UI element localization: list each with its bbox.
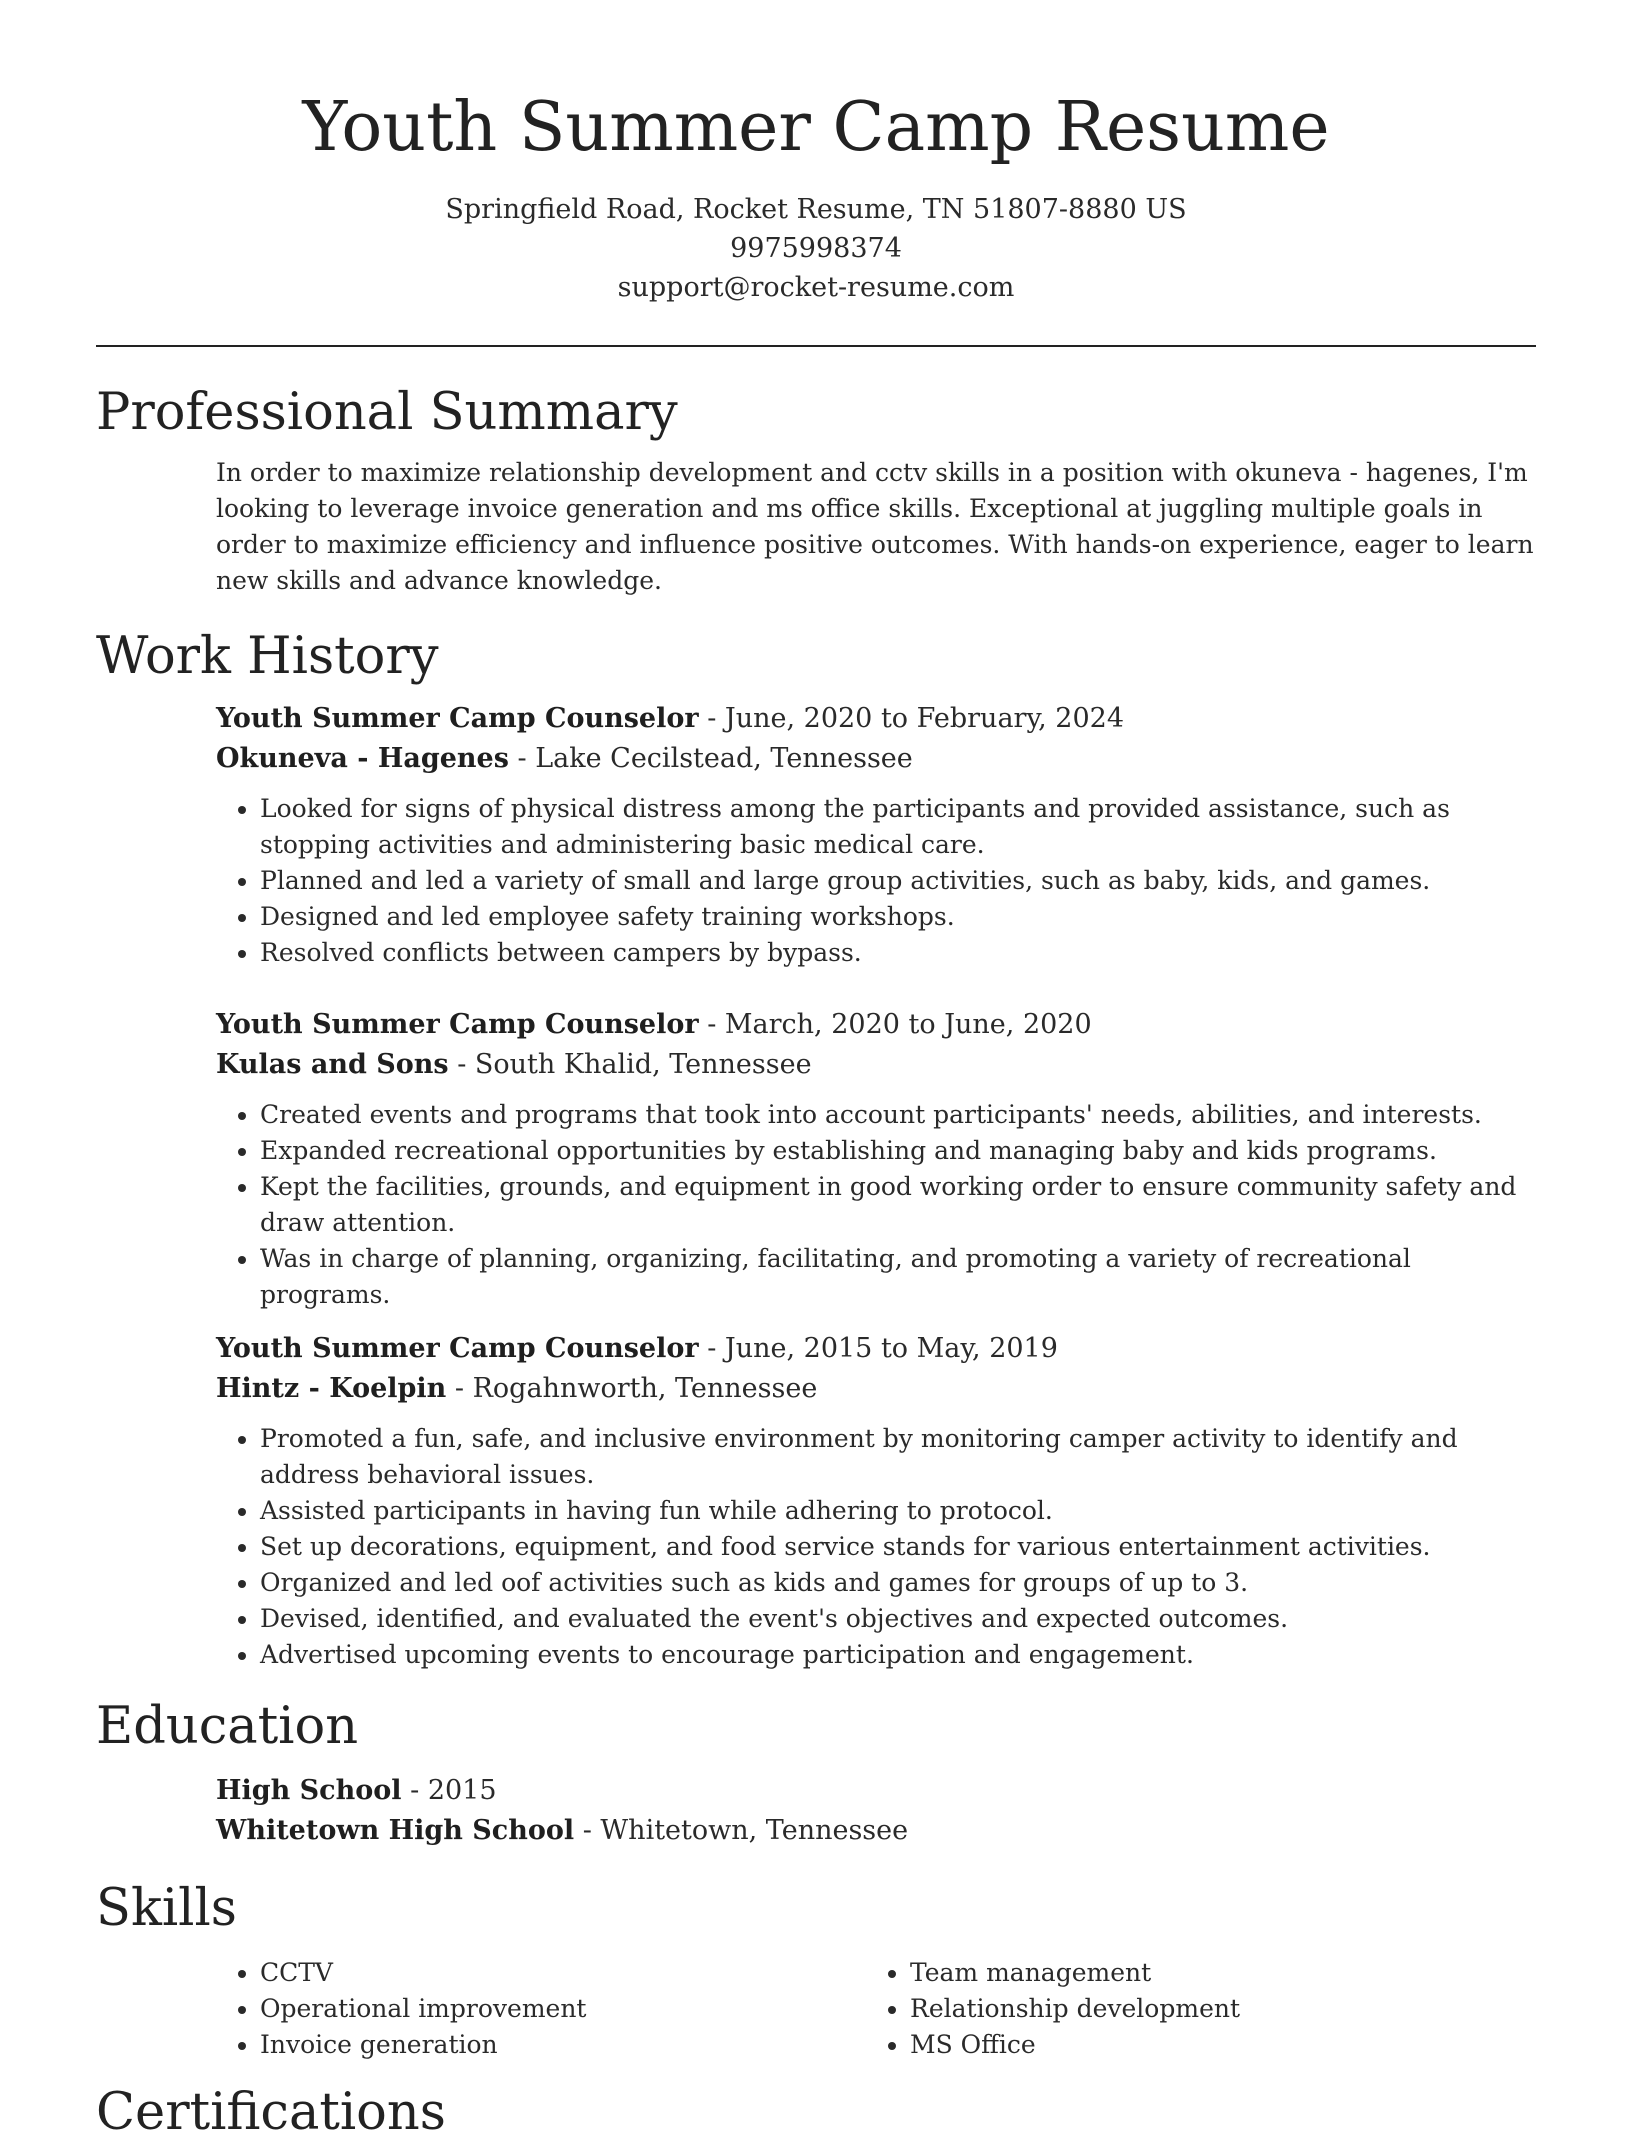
skill-item: • CCTV (260, 1955, 866, 1991)
job-role: Youth Summer Camp Counselor (216, 703, 699, 734)
job-role: Youth Summer Camp Counselor (216, 1009, 699, 1040)
list-item: • Looked for signs of physical distress among the participants and provided assistance, such as stopping activities and administering basic medical care. (260, 791, 1536, 863)
job-role: Youth Summer Camp Counselor (216, 1333, 699, 1364)
education-year: - 2015 (401, 1775, 497, 1806)
skills-column-right (866, 1955, 1470, 2063)
job-company: Kulas and Sons (216, 1049, 449, 1080)
certifications-heading: Certifications (96, 2083, 446, 2142)
education-section (96, 1697, 1536, 1851)
education-degree: High School (216, 1775, 402, 1806)
skill-item: • Relationship development (910, 1991, 1470, 2027)
summary-section (96, 383, 1536, 599)
list-item: • Planned and led a variety of small and large group activities, such as baby, kids, and games. (260, 863, 1536, 899)
summary-heading: Professional Summary (96, 383, 678, 442)
skill-item: • Operational improvement (260, 1991, 866, 2027)
job-location: - Lake Cecilstead, Tennessee (508, 743, 913, 774)
job-entry (216, 1005, 1536, 1313)
skills-section (96, 1879, 1536, 2063)
job-bullets (216, 1097, 1536, 1313)
job-company: Okuneva - Hagenes (216, 743, 509, 774)
job-title-line (216, 1005, 1536, 1045)
skills-columns (216, 1955, 1536, 2063)
job-company-line (216, 1369, 1536, 1409)
list-item: • Organized and led oof activities such as kids and games for groups of up to 3. (260, 1565, 1536, 1601)
job-bullets (216, 1421, 1536, 1673)
education-degree-line (216, 1771, 1536, 1811)
education-school-line (216, 1811, 1536, 1851)
education-entry (216, 1771, 1536, 1851)
list-item: • Kept the facilities, grounds, and equipment in good working order to ensure community safety and draw attention. (260, 1169, 1536, 1241)
list-item: • Advertised upcoming events to encourage participation and engagement. (260, 1637, 1536, 1673)
contact-email: support@rocket-resume.com (617, 272, 1015, 303)
job-location: - South Khalid, Tennessee (448, 1049, 812, 1080)
skills-column-left (216, 1955, 866, 2063)
work-history-section (96, 627, 1536, 1673)
education-location: - Whitetown, Tennessee (574, 1815, 909, 1846)
resume-title: Youth Summer Camp Resume (302, 88, 1330, 167)
job-title-line (216, 1329, 1536, 1369)
skill-item: • Team management (910, 1955, 1470, 1991)
job-company-line (216, 1045, 1536, 1085)
header-divider (96, 345, 1536, 347)
contact-block (96, 190, 1536, 307)
skill-item: • Invoice generation (260, 2027, 866, 2063)
job-location: - Rogahnworth, Tennessee (446, 1373, 818, 1404)
list-item: • Promoted a fun, safe, and inclusive environment by monitoring camper activity to identify and address behavioral issues. (260, 1421, 1536, 1493)
job-dates: - March, 2020 to June, 2020 (698, 1009, 1092, 1040)
job-company: Hintz - Koelpin (216, 1373, 447, 1404)
education-school: Whitetown High School (216, 1815, 575, 1846)
job-entry (216, 699, 1536, 971)
list-item: • Resolved conflicts between campers by bypass. (260, 935, 1536, 971)
job-entry (216, 1329, 1536, 1673)
skills-heading: Skills (96, 1879, 237, 1938)
list-item: • Assisted participants in having fun while adhering to protocol. (260, 1493, 1536, 1529)
job-dates: - June, 2020 to February, 2024 (698, 703, 1124, 734)
job-bullets (216, 791, 1536, 971)
job-dates: - June, 2015 to May, 2019 (698, 1333, 1058, 1364)
contact-phone: 9975998374 (730, 233, 902, 264)
education-heading: Education (96, 1697, 359, 1756)
resume-page (96, 0, 1536, 2143)
list-item: • Created events and programs that took into account participants' needs, abilities, and interests. (260, 1097, 1536, 1133)
list-item: • Expanded recreational opportunities by establishing and managing baby and kids programs. (260, 1133, 1536, 1169)
summary-text: In order to maximize relationship development and cctv skills in a position with okuneva - hagenes, I'm looking to leverage invoice generation and ms office skills. Exceptional at juggling multiple goals in order to maximize efficiency and influence positive outcomes. With hands-on experience, eager to learn new skills and advance knowledge. (216, 458, 1534, 595)
list-item: • Designed and led employee safety training workshops. (260, 899, 1536, 935)
list-item: • Set up decorations, equipment, and food service stands for various entertainment activities. (260, 1529, 1536, 1565)
job-title-line (216, 699, 1536, 739)
contact-address: Springfield Road, Rocket Resume, TN 51807-8880 US (445, 194, 1187, 225)
work-history-heading: Work History (96, 627, 439, 686)
certifications-section (96, 2083, 1536, 2143)
list-item: • Was in charge of planning, organizing, facilitating, and promoting a variety of recreational programs. (260, 1241, 1536, 1313)
skill-item: • MS Office (910, 2027, 1470, 2063)
job-company-line (216, 739, 1536, 779)
list-item: • Devised, identified, and evaluated the event's objectives and expected outcomes. (260, 1601, 1536, 1637)
